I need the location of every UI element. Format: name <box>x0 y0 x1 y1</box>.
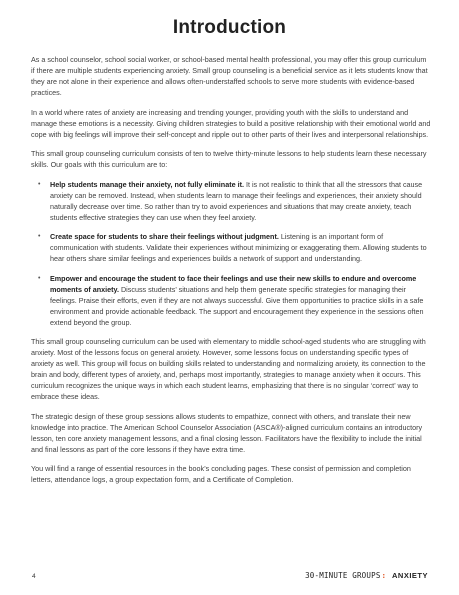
goal-heading: Help students manage their anxiety, not fully eliminate it. <box>50 179 244 189</box>
goal-item <box>31 179 431 223</box>
goals-intro-paragraph: This small group counseling curriculum consists of ten to twelve thirty-minute lessons to help students learn these necessary skills. Our goals with this curriculum are to: <box>31 149 427 169</box>
goal-item <box>31 231 431 264</box>
audience-paragraph: This small group counseling curriculum can be used with elementary to middle school-aged students who are struggling with anxiety. Most of the lessons focus on general anxiety. However, some lessons focus on understanding specific types of anxiety as well. This group will focus on building skills related to understanding and normalizing anxiety, its connection to the brain and body, different types of anxiety, and, perhaps most importantly, strategies to manage anxiety when it occurs. This curriculum recognizes the unique ways in which each student learns, emphasizing that there is no singular ‘correct’ way to embrace these ideas. <box>31 337 426 401</box>
book-brand <box>305 571 428 580</box>
intro-paragraph: As a school counselor, school social worker, or school-based mental health professional, you may offer this group curriculum if there are multiple students experiencing anxiety. Small group counseling is a beneficial service as it lets students know that they are not alone in their experience and allows often-understaffed schools to serve more students with evidence-based practices. <box>31 55 428 97</box>
design-paragraph: The strategic design of these group sessions allows students to empathize, connect with others, and translate their new knowledge into practice. The American School Counselor Association (ASCA®)-aligned curriculum contains an introductory lesson, ten core anxiety management lessons, and a final closing lesson. Facilitators have the flexibility to include the initial and final lessons as part of the core lessons if they have extra time. <box>31 411 423 454</box>
brand-prefix: 30-MINUTE GROUPS <box>305 571 381 580</box>
goal-text: Discuss students’ situations and help them generate specific strategies for managing their feelings. Praise their efforts, even if they are not always successful. Give them opportunities to practice skills in a safe environment and provide actionable feedback. The support and encouragement they experience in the sessions often extend beyond the group. <box>50 284 424 327</box>
goal-heading: Empower and encourage the student to face their feelings and use their new skills to endure and overcome moments of anxiety. <box>50 273 417 294</box>
bullet-icon: • <box>38 274 41 282</box>
resources-paragraph: You will find a range of essential resources in the book’s concluding pages. These consist of permission and completion letters, attendance logs, a group expectation form, and a Certificate of Completion. <box>31 464 411 484</box>
brand-topic: ANXIETY <box>391 571 428 580</box>
goal-heading: Create space for students to share their feelings without judgment. <box>50 232 279 241</box>
page-title: Introduction <box>172 17 287 38</box>
goals-list <box>31 179 431 328</box>
rationale-paragraph: In a world where rates of anxiety are increasing and trending younger, providing youth with the skills to understand and manage these emotions is a necessity. Giving children strategies to build a positive relationship with their emotional world and cope with big feelings will improve their self-concept and ripple out to other parts of their lives and interpersonal relationships. <box>31 107 431 139</box>
goal-item <box>31 273 431 328</box>
bullet-icon: • <box>38 233 41 240</box>
page-number: 4 <box>32 573 36 580</box>
brand-separator: : <box>381 571 387 580</box>
bullet-icon: • <box>38 180 41 188</box>
body-text <box>31 54 431 494</box>
goal-text: It is not realistic to think that all the stressors that cause anxiety can be removed. Instead, when students learn to manage their feelings and experiences, their anxiety should naturally decrease over time. So rather than try to avoid experiences and situations that may create anxiety, teach students effective strategies they can use when they feel anxiety. <box>50 179 423 222</box>
goal-text: Listening is an important form of communication with students. Validate their experiences without minimizing or exaggerating them. Allowing students to hear others share similar feelings and experiences builds a network of support and understanding. <box>50 232 427 263</box>
